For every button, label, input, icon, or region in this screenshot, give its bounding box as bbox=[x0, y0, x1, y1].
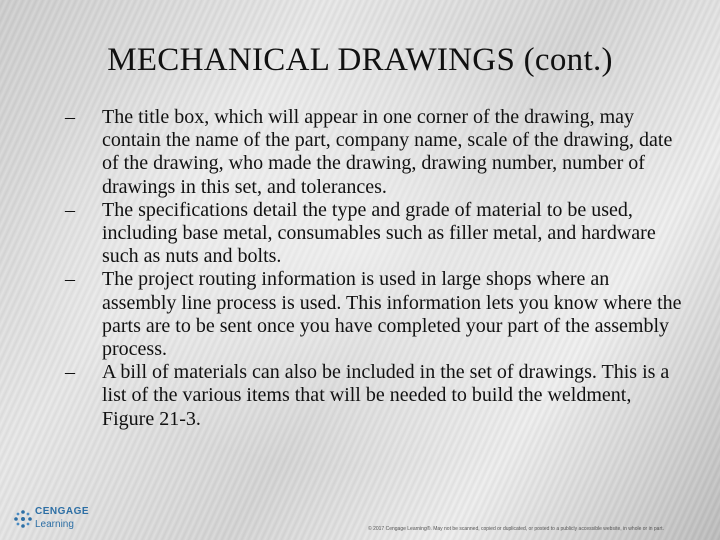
bullet-dash: – bbox=[65, 198, 75, 221]
cengage-logo-icon bbox=[12, 508, 34, 530]
copyright-notice: © 2017 Cengage Learning®. May not be scanned, copied or duplicated, or posted to a publicly accessible website, in whole or in part. bbox=[368, 526, 664, 532]
slide-title: MECHANICAL DRAWINGS (cont.) bbox=[107, 42, 613, 78]
bullet-dash: – bbox=[65, 268, 75, 291]
bullet-list bbox=[65, 106, 685, 431]
bullet-item bbox=[65, 106, 685, 199]
bullet-item bbox=[65, 361, 685, 431]
logo-line-1: CENGAGE bbox=[35, 506, 90, 517]
bullet-item bbox=[65, 268, 685, 361]
cengage-logo bbox=[12, 503, 92, 533]
bullet-text: The project routing information is used in large shops where an assembly line process is used. This information lets you know where the parts are to be sent once you have completed your part of the assembly process. bbox=[102, 268, 682, 361]
bullet-text: The specifications detail the type and grade of material to be used, including base metal, consumables such as filler metal, and hardware such as nuts and bolts. bbox=[102, 198, 656, 268]
logo-line-2: Learning bbox=[35, 519, 74, 530]
bullet-text: The title box, which will appear in one corner of the drawing, may contain the name of the part, company name, scale of the drawing, date of the drawing, who made the drawing, drawing number, number of drawings in this set, and tolerances. bbox=[102, 106, 673, 198]
bullet-dash: – bbox=[65, 361, 75, 384]
bullet-item bbox=[65, 199, 685, 269]
bullet-text: A bill of materials can also be included in the set of drawings. This is a list of the various items that will be needed to build the weldment, Figure 21-3. bbox=[102, 361, 670, 430]
bullet-dash: – bbox=[65, 106, 75, 128]
